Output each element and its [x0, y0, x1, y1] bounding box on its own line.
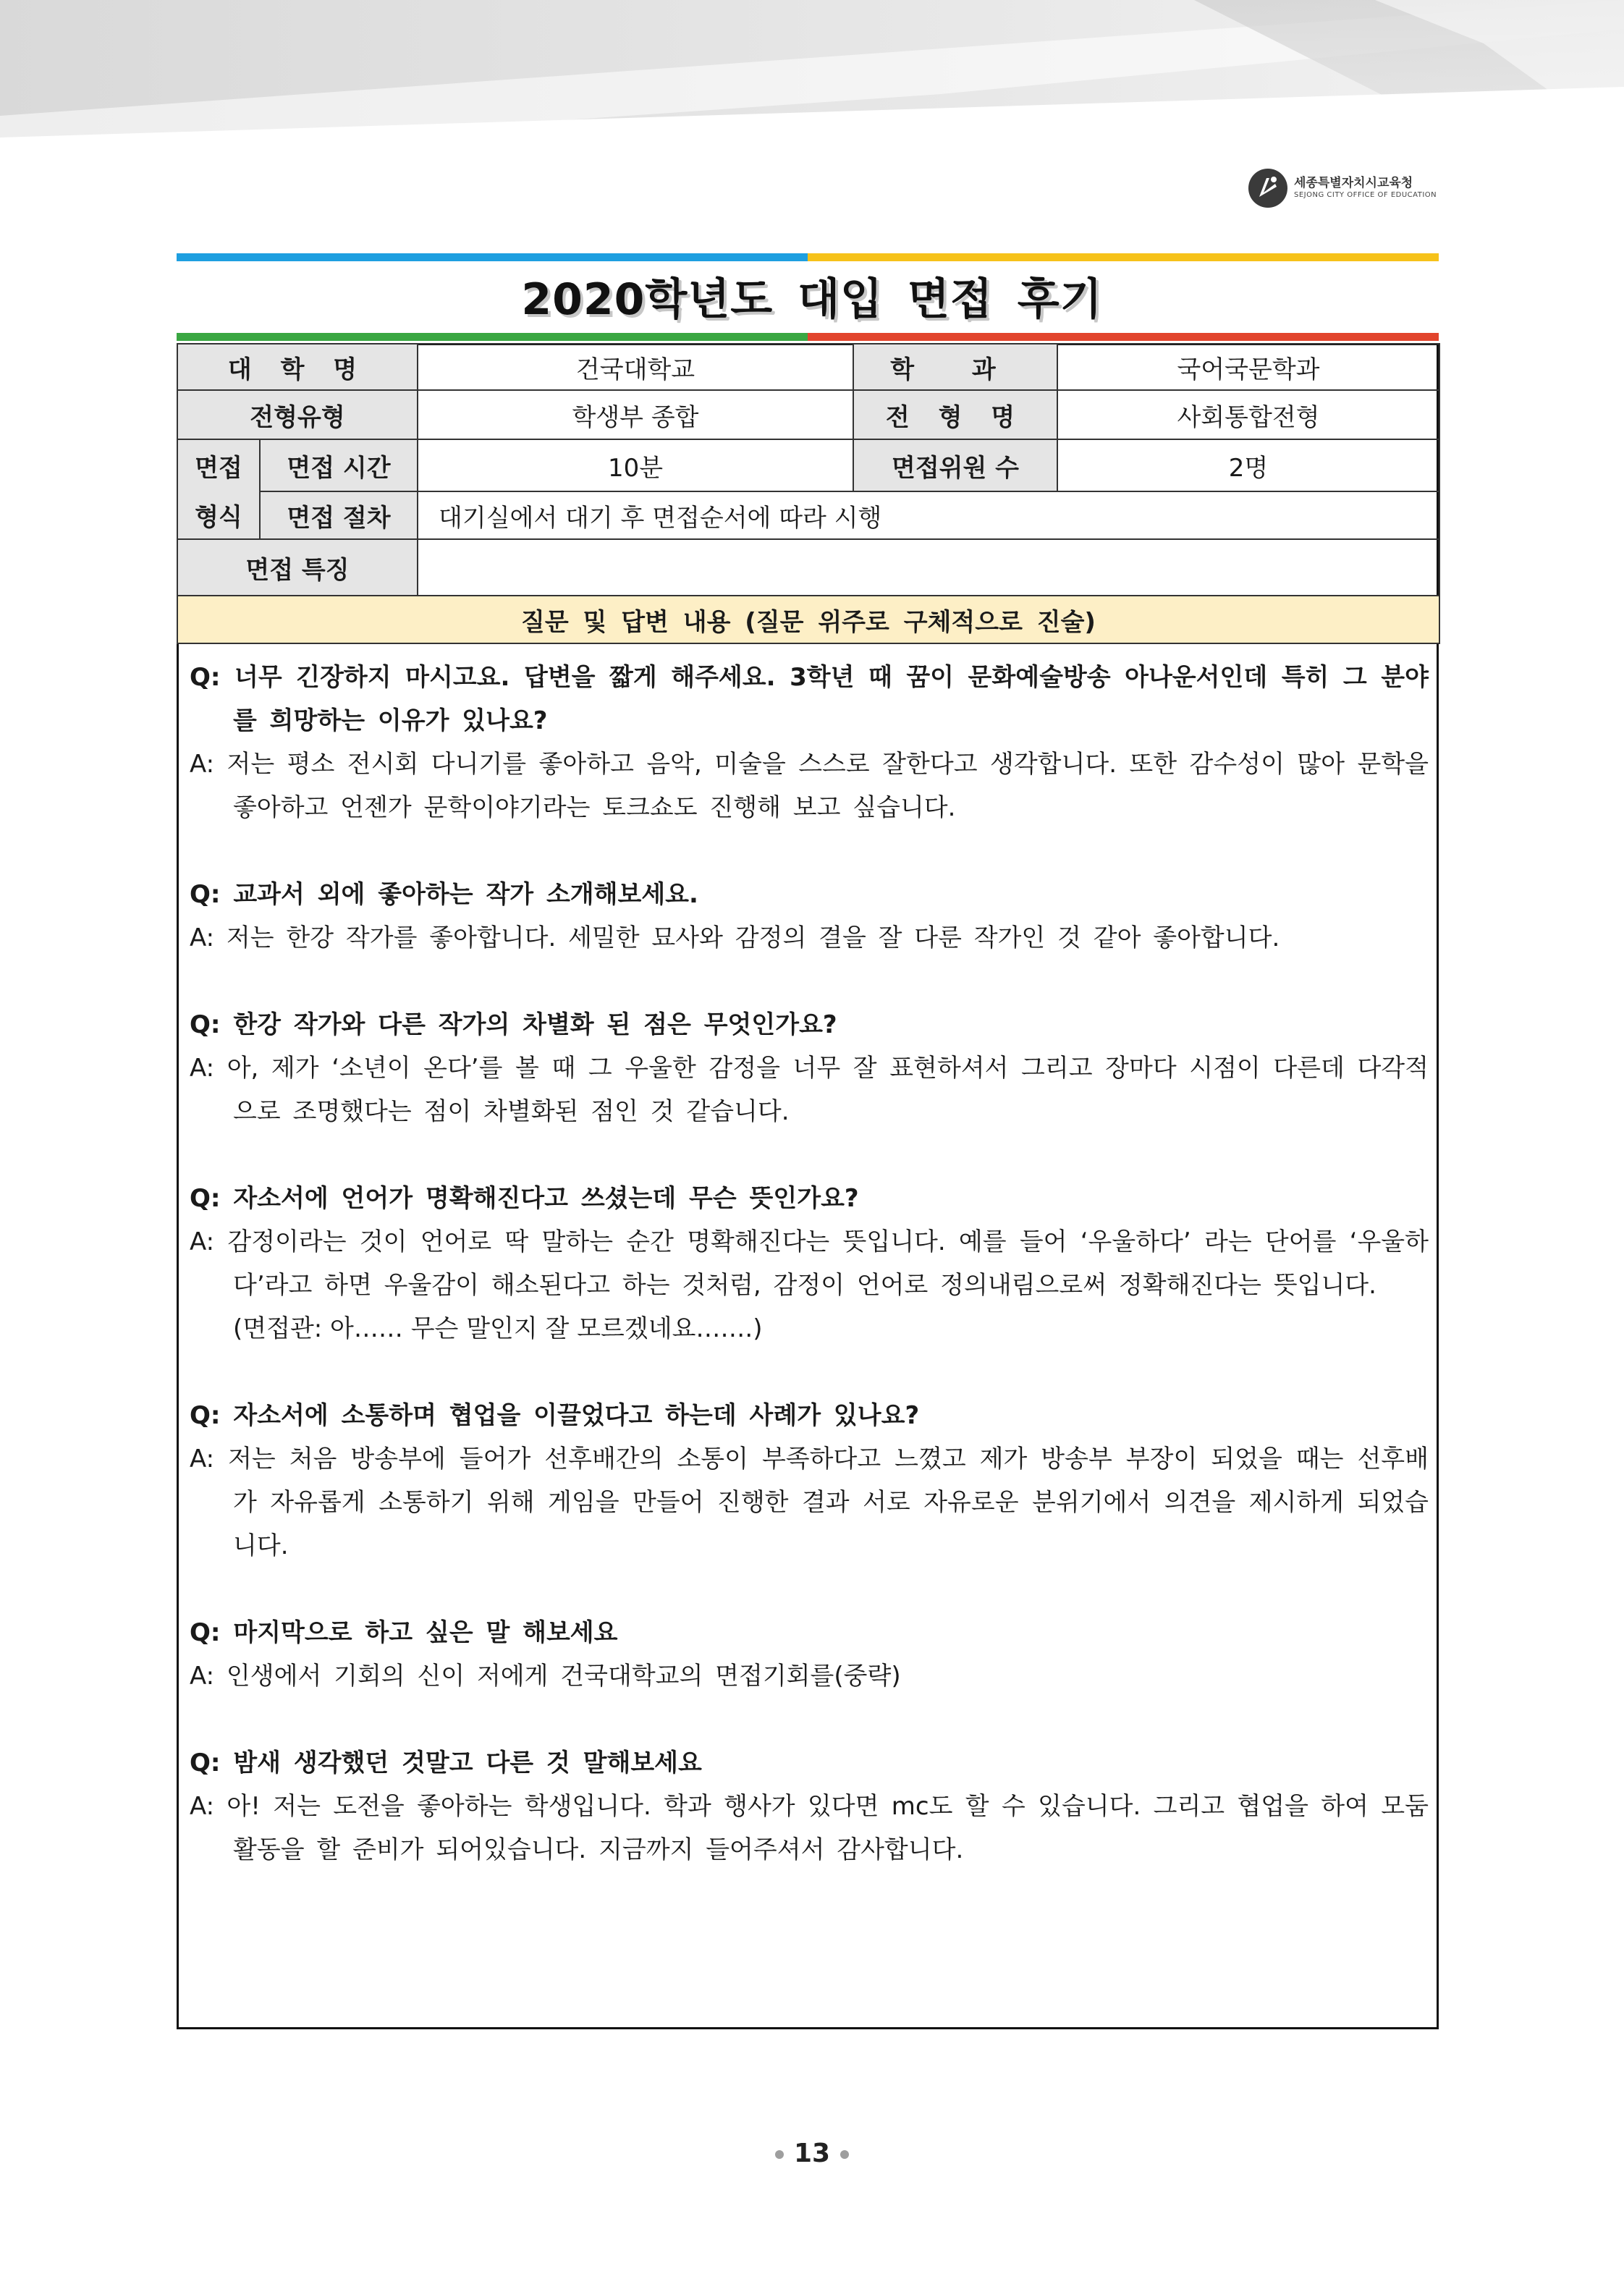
interview-info-table: [177, 343, 1440, 644]
department-label: 학 과: [853, 344, 1057, 390]
answer-4: A: 감정이라는 것이 언어로 딱 말하는 순간 명확해진다는 뜻입니다. 예를 들어 ‘우울하다’ 라는 단어를 ‘우울하다’라고 하면 우울감이 해소된다고 하는 것처럼, 감정이 언어로 정의내림으로써 정확해진다는 뜻입니다.: [190, 1227, 1429, 1300]
features-label: 면접 특징: [177, 539, 418, 596]
interviewer-note: (면접관: 아…… 무슨 말인지 잘 모르겠네요…….): [233, 1314, 763, 1343]
question-2: Q: 교과서 외에 좋아하는 작가 소개해보세요.: [190, 880, 698, 909]
format-label-2: 형식: [177, 491, 260, 539]
procedure-value: 대기실에서 대기 후 면접순서에 따라 시행: [418, 491, 1439, 539]
logo-name-en: SEJONG CITY OFFICE OF EDUCATION: [1294, 191, 1437, 199]
features-value: [418, 539, 1439, 596]
university-value: 건국대학교: [418, 344, 853, 390]
admission-type-label: 전형유형: [177, 390, 418, 439]
procedure-label: 면접 절차: [260, 491, 418, 539]
dot-right-icon: [840, 2150, 849, 2159]
qa-section: [190, 656, 1429, 1872]
interviewers-label: 면접위원 수: [853, 439, 1057, 491]
interview-time-label: 면접 시간: [260, 439, 418, 491]
question-3: Q: 한강 작가와 다른 작가의 차별화 된 점은 무엇인가요?: [190, 1010, 837, 1039]
question-4: Q: 자소서에 언어가 명확해진다고 쓰셨는데 무슨 뜻인가요?: [190, 1184, 859, 1213]
question-1: Q: 너무 긴장하지 마시고요. 답변을 짧게 해주세요. 3학년 때 꿈이 문화예술방송 아나운서인데 특히 그 분야를 희망하는 이유가 있나요?: [190, 663, 1429, 735]
answer-2: A: 저는 한강 작가를 좋아합니다. 세밀한 묘사와 감정의 결을 잘 다룬 작가인 것 같아 좋아합니다.: [190, 923, 1280, 952]
bar-red: [808, 333, 1439, 341]
answer-6: A: 인생에서 기회의 신이 저에게 건국대학교의 면접기회를(중략): [190, 1662, 901, 1691]
department-value: 국어국문학과: [1057, 344, 1439, 390]
bar-yellow: [808, 253, 1439, 261]
page-number: 13: [793, 2139, 831, 2168]
university-label: 대 학 명: [177, 344, 418, 390]
qa-header: 질문 및 답변 내용 (질문 위주로 구체적으로 진술): [177, 596, 1439, 643]
bar-blue: [177, 253, 808, 261]
logo-name: 세종특별자치시교육청: [1294, 176, 1413, 190]
admission-name-label: 전 형 명: [853, 390, 1057, 439]
office-logo: [1248, 166, 1436, 210]
sejong-emblem-icon: [1248, 168, 1288, 208]
format-label-1: 면접: [177, 439, 260, 491]
interviewers-value: 2명: [1057, 439, 1439, 491]
header-decoration: [0, 0, 1624, 159]
question-6: Q: 마지막으로 하고 싶은 말 해보세요: [190, 1618, 618, 1647]
dot-left-icon: [775, 2150, 784, 2159]
admission-name-value: 사회통합전형: [1057, 390, 1439, 439]
answer-1: A: 저는 평소 전시회 다니기를 좋아하고 음악, 미술을 스스로 잘한다고 생각합니다. 또한 감수성이 많아 문학을 좋아하고 언젠가 문학이야기라는 토크쇼도 진행해 보고 싶습니다.: [190, 750, 1429, 822]
page-footer: [0, 2139, 1624, 2168]
answer-5: A: 저는 처음 방송부에 들어가 선후배간의 소통이 부족하다고 느꼈고 제가 방송부 부장이 되었을 때는 선후배가 자유롭게 소통하기 위해 게임을 만들어 진행한 결과 서로 자유로운 분위기에서 의견을 제시하게 되었습니다.: [190, 1445, 1429, 1560]
question-7: Q: 밤새 생각했던 것말고 다른 것 말해보세요: [190, 1749, 702, 1777]
answer-7: A: 아! 저는 도전을 좋아하는 학생입니다. 학과 행사가 있다면 mc도 할 수 있습니다. 그리고 협업을 하여 모둠활동을 할 준비가 되어있습니다. 지금까지 들어주셔서 감사합니다.: [190, 1792, 1429, 1864]
answer-3: A: 아, 제가 ‘소년이 온다’를 볼 때 그 우울한 감정을 너무 잘 표현하셔서 그리고 장마다 시점이 다른데 다각적으로 조명했다는 점이 차별화된 점인 것 같습니다.: [190, 1054, 1429, 1126]
bar-green: [177, 333, 808, 341]
page-title: 2020학년도 대입 면접 후기: [521, 274, 1103, 325]
interview-time-value: 10분: [418, 439, 853, 491]
question-5: Q: 자소서에 소통하며 협업을 이끌었다고 하는데 사례가 있나요?: [190, 1401, 920, 1430]
admission-type-value: 학생부 종합: [418, 390, 853, 439]
